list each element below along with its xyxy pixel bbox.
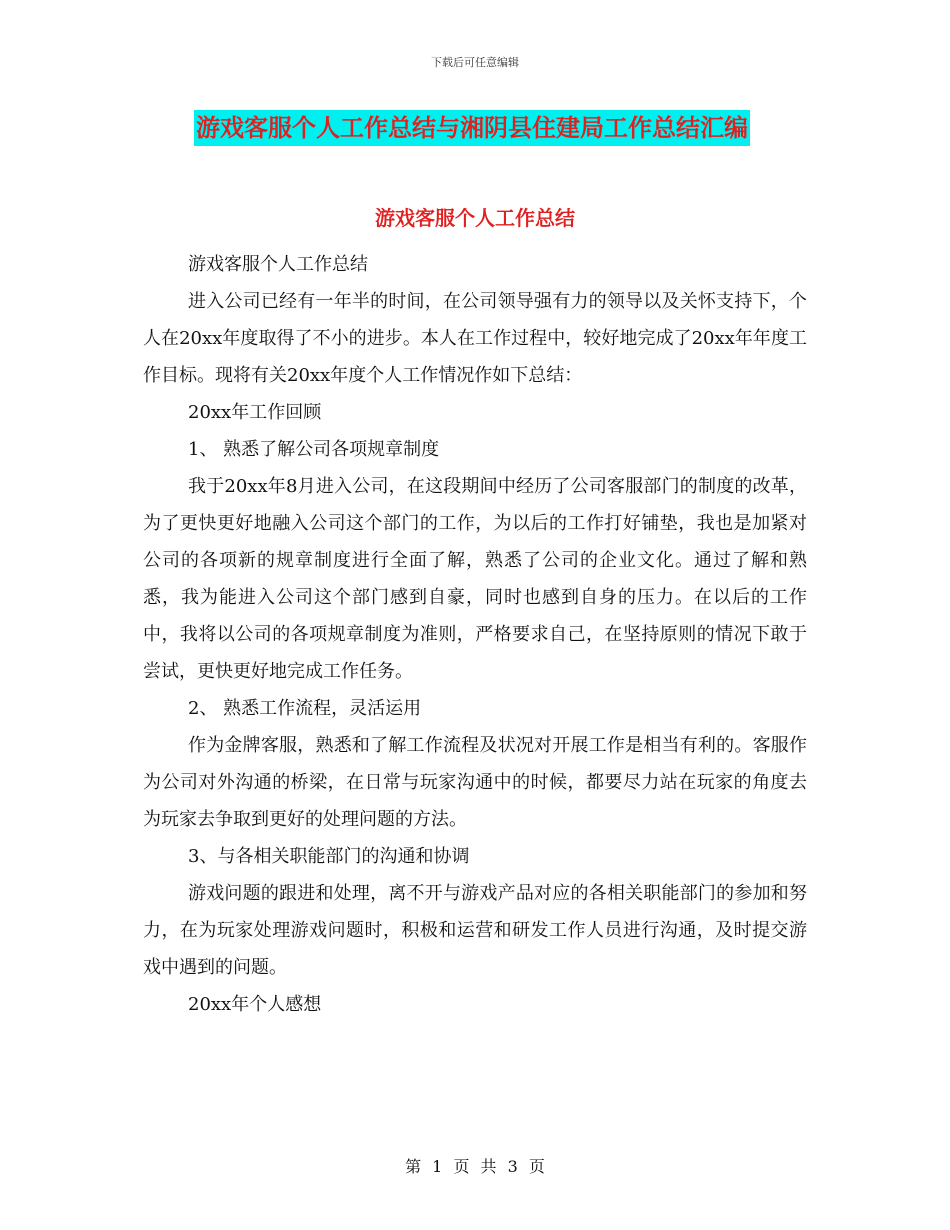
paragraph-body-1: 我于20xx年8月进入公司，在这段期间中经历了公司客服部门的制度的改革，为了更快更好地融入公司这个部门的工作，为以后的工作打好铺垫，我也是加紧对公司的各项新的规章制度进行全面了解，熟悉了公司的企业文化。通过了解和熟悉，我为能进入公司这个部门感到自豪，同时也感到自身的压力。在以后的工作中，我将以公司的各项规章制度为准则，严格要求自己，在坚持原则的情况下敢于尝试，更快更好地完成工作任务。 [143,476,807,682]
body-text [143,246,807,1023]
paragraph-heading-3: 3、与各相关职能部门的沟通和协调 [188,846,470,867]
paragraph-subtitle: 游戏客服个人工作总结 [188,254,368,275]
header-note: 下载后可任意编辑 [431,56,519,69]
paragraph-heading-2: 2、 熟悉工作流程，灵活运用 [188,698,422,719]
paragraph-heading-thoughts: 20xx年个人感想 [188,994,322,1015]
section-title: 游戏客服个人工作总结 [375,206,575,230]
paragraph-intro: 进入公司已经有一年半的时间，在公司领导强有力的领导以及关怀支持下，个人在20xx年度取得了不小的进步。本人在工作过程中，较好地完成了20xx年年度工作目标。现将有关20xx年度个人工作情况作如下总结： [143,291,807,386]
paragraph-heading-1: 1、 熟悉了解公司各项规章制度 [188,439,440,460]
paragraph-body-3: 游戏问题的跟进和处理，离不开与游戏产品对应的各相关职能部门的参加和努力，在为玩家处理游戏问题时，积极和运营和研发工作人员进行沟通，及时提交游戏中遇到的问题。 [143,883,807,978]
paragraph-heading-review: 20xx年工作回顾 [188,402,322,423]
document-title: 游戏客服个人工作总结与湘阴县住建局工作总结汇编 [194,110,750,146]
paragraph-body-2: 作为金牌客服，熟悉和了解工作流程及状况对开展工作是相当有利的。客服作为公司对外沟通的桥梁，在日常与玩家沟通中的时候，都要尽力站在玩家的角度去为玩家去争取到更好的处理问题的方法。 [143,735,807,830]
page-footer: 第 1 页 共 3 页 [405,1157,545,1176]
